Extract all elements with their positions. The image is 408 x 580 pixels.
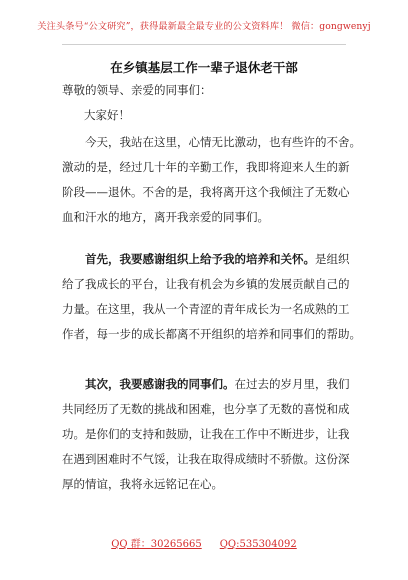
paragraph-lead-sentence: 其次，我要感谢我的同事们。 — [85, 377, 235, 391]
header-promo-note: 关注头条号“公文研究”，获得最新最全最专业的公文资料库！ 微信：gongwenyj — [37, 21, 371, 32]
paragraph-line: 厚的情谊，我将永远铭记在心。 — [62, 477, 223, 491]
paragraph-line: 在遇到困难时不气馁，让我在取得成绩时不骄傲。这份深 — [62, 452, 350, 466]
paragraph-first-line — [62, 372, 350, 397]
paragraph-line: 今天，我站在这里，心情无比激动，也有些许的不舍。 — [85, 135, 361, 149]
paragraph-first-line — [62, 247, 350, 272]
paragraph-line: 力量。在这里，我从一个青涩的青年成长为一名成熟的工 — [62, 302, 350, 316]
document-title: 在乡镇基层工作一辈子退休老干部 — [110, 60, 298, 75]
paragraph-1 — [62, 130, 361, 230]
paragraph-line: 作者，每一步的成长都离不开组织的培养和同事们的帮助。 — [62, 327, 361, 341]
footer-contact — [0, 535, 408, 550]
paragraph-lead-rest: 是组织 — [315, 252, 350, 266]
footer-qq-group: QQ 群：30265665 — [111, 539, 202, 550]
paragraph-lead-rest: 在过去的岁月里，我们 — [234, 377, 350, 391]
paragraph-line: 共同经历了无数的挑战和困难，也分享了无数的喜悦和成 — [62, 402, 350, 416]
paragraph-line: 激动的是，经过几十年的辛勤工作，我即将迎来人生的新 — [62, 160, 350, 174]
paragraph-2 — [62, 247, 361, 347]
paragraph-line: 血和汗水的地方，离开我亲爱的同事们。 — [62, 210, 269, 224]
paragraph-line: 阶段——退休。不舍的是，我将离开这个我倾注了无数心 — [62, 185, 350, 199]
paragraph-3 — [62, 372, 350, 497]
salutation: 尊敬的领导、亲爱的同事们： — [62, 83, 212, 97]
paragraph-lead-sentence: 首先，我要感谢组织上给予我的培养和关怀。 — [85, 252, 315, 266]
paragraph-line: 功。是你们的支持和鼓励，让我在工作中不断进步，让我 — [62, 427, 350, 441]
paragraph-line: 给了我成长的平台，让我有机会为乡镇的发展贡献自己的 — [62, 277, 350, 291]
greeting: 大家好！ — [84, 108, 130, 122]
footer-qq: QQ:535304092 — [219, 539, 297, 550]
header-divider — [62, 44, 346, 45]
